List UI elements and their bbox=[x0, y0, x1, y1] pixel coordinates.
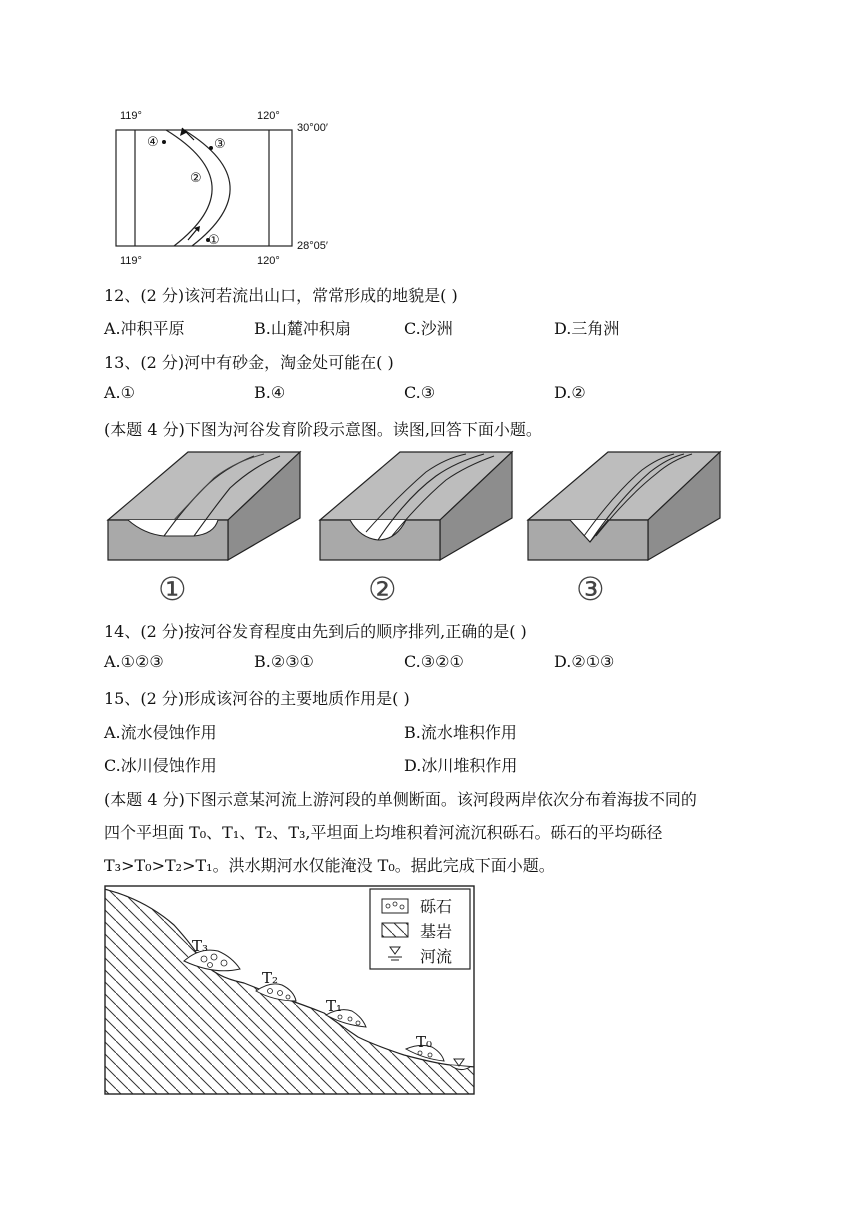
valley-label-3: ③ bbox=[576, 570, 605, 608]
lon-right-bottom: 120° bbox=[257, 255, 280, 267]
terrace-t1-label: T₁ bbox=[326, 997, 343, 1015]
point-2-label: ② bbox=[190, 170, 202, 185]
valley-stages-figure bbox=[104, 448, 724, 613]
lat-bottom: 28°05′ bbox=[297, 240, 328, 252]
point-3-dot bbox=[209, 146, 213, 150]
lon-right-top: 120° bbox=[257, 110, 280, 122]
q13-stem: 13、(2 分)河中有砂金，淘金处可能在( ) bbox=[104, 353, 394, 372]
q14-option-b: B.②③① bbox=[254, 652, 314, 671]
q12-option-d: D.三角洲 bbox=[554, 319, 620, 338]
profile-intro-line3: T₃>T₀>T₂>T₁。洪水期河水仅能淹没 T₀。据此完成下面小题。 bbox=[104, 856, 555, 875]
q15-option-a: A.流水侵蚀作用 bbox=[104, 723, 217, 742]
valley-intro: (本题 4 分)下图为河谷发育阶段示意图。读图,回答下面小题。 bbox=[104, 420, 542, 439]
profile-intro-line2: 四个平坦面 T₀、T₁、T₂、T₃,平坦面上均堆积着河流沉积砾石。砾石的平均砾径 bbox=[104, 823, 663, 842]
valley-block-1 bbox=[108, 452, 300, 560]
map-frame bbox=[116, 130, 292, 246]
terrace-t0-label: T₀ bbox=[416, 1033, 433, 1051]
q15-option-d: D.冰川堆积作用 bbox=[404, 756, 518, 775]
q14-option-c: C.③②① bbox=[404, 652, 464, 671]
q14-stem: 14、(2 分)按河谷发育程度由先到后的顺序排列,正确的是( ) bbox=[104, 622, 527, 641]
valley-stages-svg bbox=[104, 448, 724, 568]
lon-left-top: 119° bbox=[120, 110, 142, 122]
q15-option-c: C.冰川侵蚀作用 bbox=[104, 756, 217, 775]
q15-stem: 15、(2 分)形成该河谷的主要地质作用是( ) bbox=[104, 689, 410, 708]
terrace-t2-label: T₂ bbox=[262, 969, 279, 987]
q13-option-c: C.③ bbox=[404, 383, 436, 402]
q12-stem: 12、(2 分)该河若流出山口，常常形成的地貌是( ) bbox=[104, 286, 458, 305]
river-bank-left bbox=[166, 130, 212, 246]
profile-intro-line1: (本题 4 分)下图示意某河流上游河段的单侧断面。该河段两岸依次分布着海拔不同的 bbox=[104, 790, 697, 809]
legend-bedrock-swatch bbox=[382, 923, 408, 937]
q14-option-d: D.②①③ bbox=[554, 652, 615, 671]
legend-gravel-label: 砾石 bbox=[420, 897, 453, 916]
q13-option-b: B.④ bbox=[254, 383, 286, 402]
q15-option-b: B.流水堆积作用 bbox=[404, 723, 517, 742]
river-profile-figure bbox=[104, 885, 476, 1096]
valley-block-3 bbox=[528, 452, 720, 560]
q14-option-a: A.①②③ bbox=[104, 652, 164, 671]
lat-top: 30°00′ bbox=[297, 122, 328, 134]
point-3-label: ③ bbox=[214, 136, 226, 151]
point-4-dot bbox=[162, 140, 166, 144]
valley-label-2: ② bbox=[368, 570, 397, 608]
point-4-label: ④ bbox=[147, 134, 159, 149]
q12-option-a: A.冲积平原 bbox=[104, 319, 185, 338]
valley-block-2 bbox=[320, 452, 512, 560]
lon-left-bottom: 119° bbox=[120, 255, 142, 267]
legend-bedrock-label: 基岩 bbox=[420, 922, 453, 941]
q13-option-a: A.① bbox=[104, 383, 135, 402]
q12-option-c: C.沙洲 bbox=[404, 319, 453, 338]
river-map-figure bbox=[104, 104, 364, 274]
point-1-label: ① bbox=[208, 232, 220, 247]
q13-option-d: D.② bbox=[554, 383, 586, 402]
valley-label-1: ① bbox=[158, 570, 187, 608]
q12-option-b: B.山麓冲积扇 bbox=[254, 319, 351, 338]
legend-river-label: 河流 bbox=[420, 947, 453, 966]
terrace-t3-label: T₃ bbox=[192, 937, 209, 955]
